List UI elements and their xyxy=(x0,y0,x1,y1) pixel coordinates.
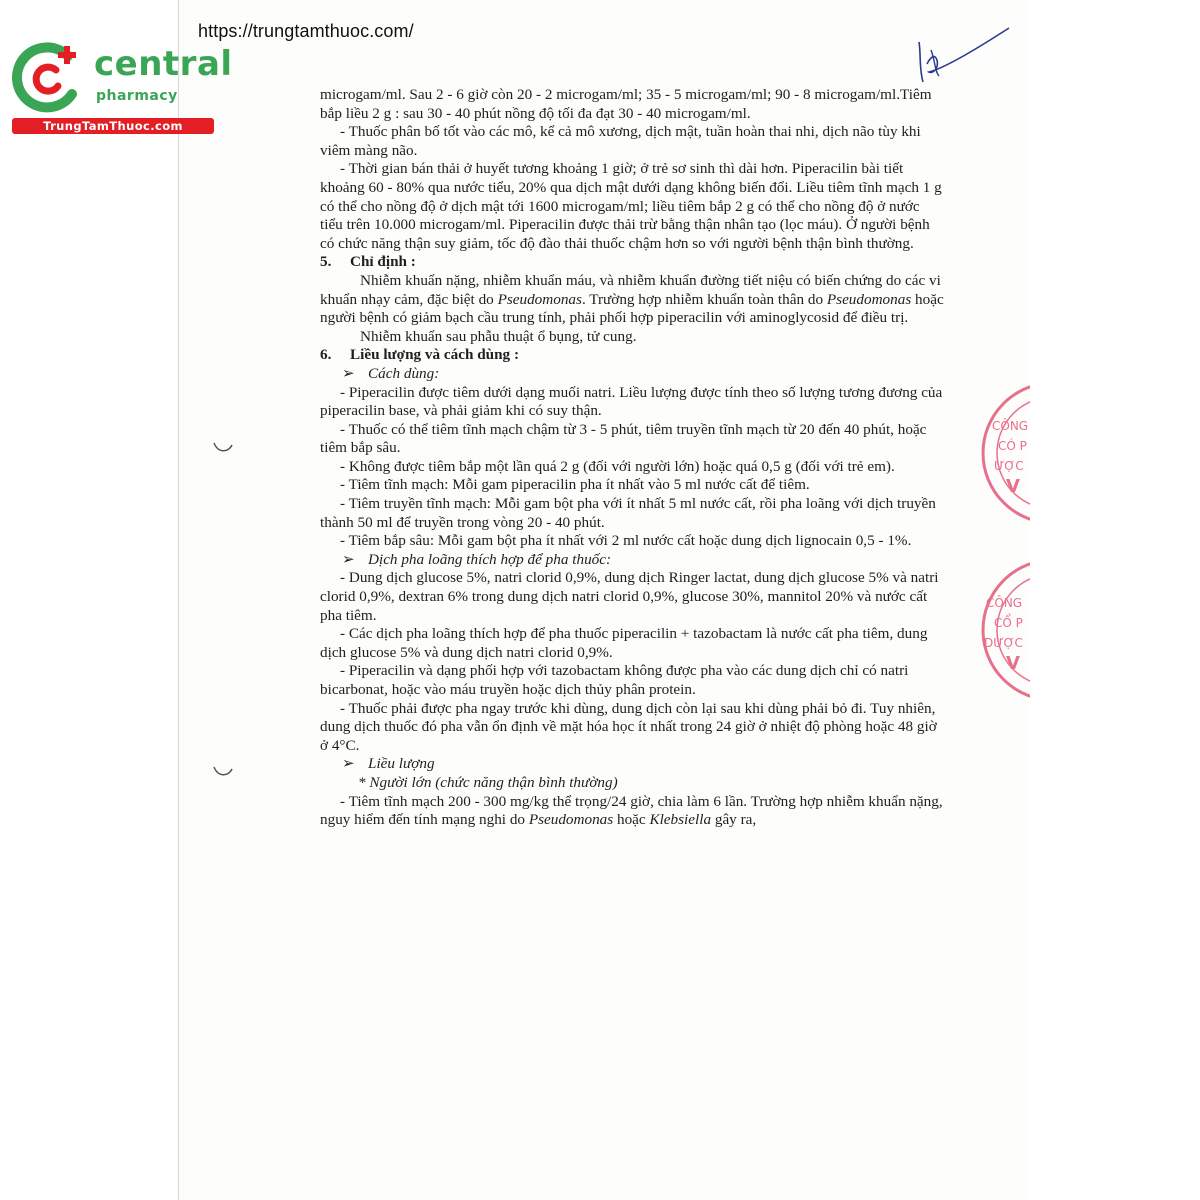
arrow-bullet-icon: ➢ xyxy=(342,755,355,773)
paragraph: - Tiêm bắp sâu: Mỗi gam bột pha ít nhất với 2 ml nước cất hoặc dung dịch lignocain 0,5 - 1%. xyxy=(340,532,912,550)
section-heading: 6. Liều lượng và cách dùng : xyxy=(320,346,520,364)
punch-hole-mark xyxy=(212,765,234,777)
logo-brand-sub: pharmacy xyxy=(96,88,178,104)
svg-text:CÔNG: CÔNG xyxy=(986,596,1023,610)
svg-text:V: V xyxy=(1006,653,1020,674)
paragraph: Nhiễm khuẩn nặng, nhiễm khuẩn máu, và nhiễm khuẩn đường tiết niệu có biến chứng do các vi khuẩn nhạy cảm, đặc biệt do Pseudomonas. Trường hợp nhiễm khuẩn toàn thân do Pseudomonas hoặc người bệnh có giảm bạch cầu trung tính, phải phối hợp piperacilin với aminoglycosid để điều trị. xyxy=(320,271,944,327)
company-stamp xyxy=(978,555,1030,705)
paragraph: - Các dịch pha loãng thích hợp để pha thuốc piperacilin + tazobactam là nước cất pha tiêm, dung dịch glucose 5% và dung dịch natri clorid 0,9%. xyxy=(320,625,928,661)
paragraph: - Thuốc phân bố tốt vào các mô, kể cả mô xương, dịch mật, tuần hoàn thai nhi, dịch não tùy khi viêm màng não. xyxy=(320,123,921,159)
paragraph: - Tiêm tĩnh mạch: Mỗi gam piperacilin pha ít nhất vào 5 ml nước cất để tiêm. xyxy=(340,476,810,494)
scan-margin-right xyxy=(1029,0,1200,1200)
svg-text:CÓ P: CÓ P xyxy=(998,439,1027,453)
paragraph: - Thời gian bán thải ở huyết tương khoảng 1 giờ; ở trẻ sơ sinh thì dài hơn. Piperacilin bài tiết khoảng 60 - 80% qua nước tiểu, 20% qua dịch mật dưới dạng không biến đổi. Liều tiêm tĩnh mạch 1 g có thể cho nồng độ ở dịch mật tới 1600 microgam/ml; liều tiêm bắp 2 g có thể cho nồng độ ở nước tiểu trên 10.000 microgam/ml. Piperacilin được thải trừ bằng thận nhân tạo (lọc máu). Ở người bệnh có chức năng thận suy giảm, tốc độ đào thải thuốc chậm hơn so với người bệnh thận bình thường. xyxy=(320,160,942,252)
svg-text:CÔNG: CÔNG xyxy=(992,419,1029,433)
scan-margin-left xyxy=(0,0,178,1200)
watermark-url: https://trungtamthuoc.com/ xyxy=(198,21,414,41)
paragraph: - Piperacilin được tiêm dưới dạng muối natri. Liều lượng được tính theo số lượng tương đương của piperacilin base, và phải giảm khi có suy thận. xyxy=(320,383,943,420)
punch-hole-mark xyxy=(212,441,234,453)
logo-site-bar: TrungTamThuoc.com xyxy=(12,118,214,134)
central-pharmacy-logo xyxy=(8,36,233,136)
company-stamp xyxy=(978,378,1030,528)
arrow-bullet-icon: ➢ xyxy=(342,550,355,568)
section-heading: 5. Chỉ định : xyxy=(320,253,416,271)
paragraph: - Thuốc có thể tiêm tĩnh mạch chậm từ 3 - 5 phút, tiêm truyền tĩnh mạch từ 20 đến 40 phút, hoặc tiêm bắp sâu. xyxy=(320,420,927,457)
paragraph: - Tiêm truyền tĩnh mạch: Mỗi gam bột pha với ít nhất 5 ml nước cất, rồi pha loãng với dịch truyền thành 50 ml để truyền trong vòng 20 - 40 phút. xyxy=(320,495,936,531)
subheading: ➢ Dịch pha loãng thích hợp để pha thuốc: xyxy=(342,550,612,568)
handwritten-signature xyxy=(905,20,1015,90)
paragraph: - Không được tiêm bắp một lần quá 2 g (đối với người lớn) hoặc quá 0,5 g (đối với trẻ em). xyxy=(340,457,895,475)
svg-text:CỔ P: CỔ P xyxy=(994,616,1023,630)
svg-text:DƯỢC: DƯỢC xyxy=(984,636,1023,650)
svg-text:ƯỢC: ƯỢC xyxy=(994,459,1024,473)
document-content xyxy=(320,86,945,830)
paragraph: - Piperacilin và dạng phối hợp với tazobactam không được pha vào các dung dịch chỉ có natri bicarbonat, hoặc vào máu truyền hoặc dịch thủy phân protein. xyxy=(320,662,909,698)
paragraph: - Dung dịch glucose 5%, natri clorid 0,9%, dung dịch Ringer lactat, dung dịch glucose 5% và natri clorid 0,9%, dextran 6% trong dung dịch natri clorid 0,9%, glucose 30%, mannitol 20% và nước cất pha tiêm. xyxy=(320,569,939,624)
svg-text:V: V xyxy=(1006,476,1020,497)
subheading: ➢ Liều lượng xyxy=(342,755,435,773)
logo-brand-name: central xyxy=(94,44,233,84)
subheading: ➢ Cách dùng: xyxy=(342,364,440,382)
paragraph: Nhiễm khuẩn sau phẫu thuật ổ bụng, tử cung. xyxy=(360,327,637,345)
subheading: * Người lớn (chức năng thận bình thường) xyxy=(358,773,618,791)
arrow-bullet-icon: ➢ xyxy=(342,364,355,382)
paragraph: microgam/ml. Sau 2 - 6 giờ còn 20 - 2 microgam/ml; 35 - 5 microgam/ml; 90 - 8 microgam/ml.Tiêm bắp liều 2 g : sau 30 - 40 phút nồng độ tối đa đạt 30 - 40 microgam/ml. xyxy=(320,86,932,122)
paragraph: - Thuốc phải được pha ngay trước khi dùng, dung dịch còn lại sau khi dùng phải bỏ đi. Tuy nhiên, dung dịch thuốc đó pha vẫn ổn định về mặt hóa học ít nhất trong 24 giờ ở nhiệt độ phòng hoặc 48 giờ ở 4°C. xyxy=(320,699,937,754)
pharmacy-c-icon xyxy=(12,40,86,114)
paragraph: - Tiêm tĩnh mạch 200 - 300 mg/kg thể trọng/24 giờ, chia làm 6 lần. Trường hợp nhiễm khuẩn nặng, nguy hiểm đến tính mạng nghi do Pseudomonas hoặc Klebsiella gây ra, xyxy=(320,792,943,829)
